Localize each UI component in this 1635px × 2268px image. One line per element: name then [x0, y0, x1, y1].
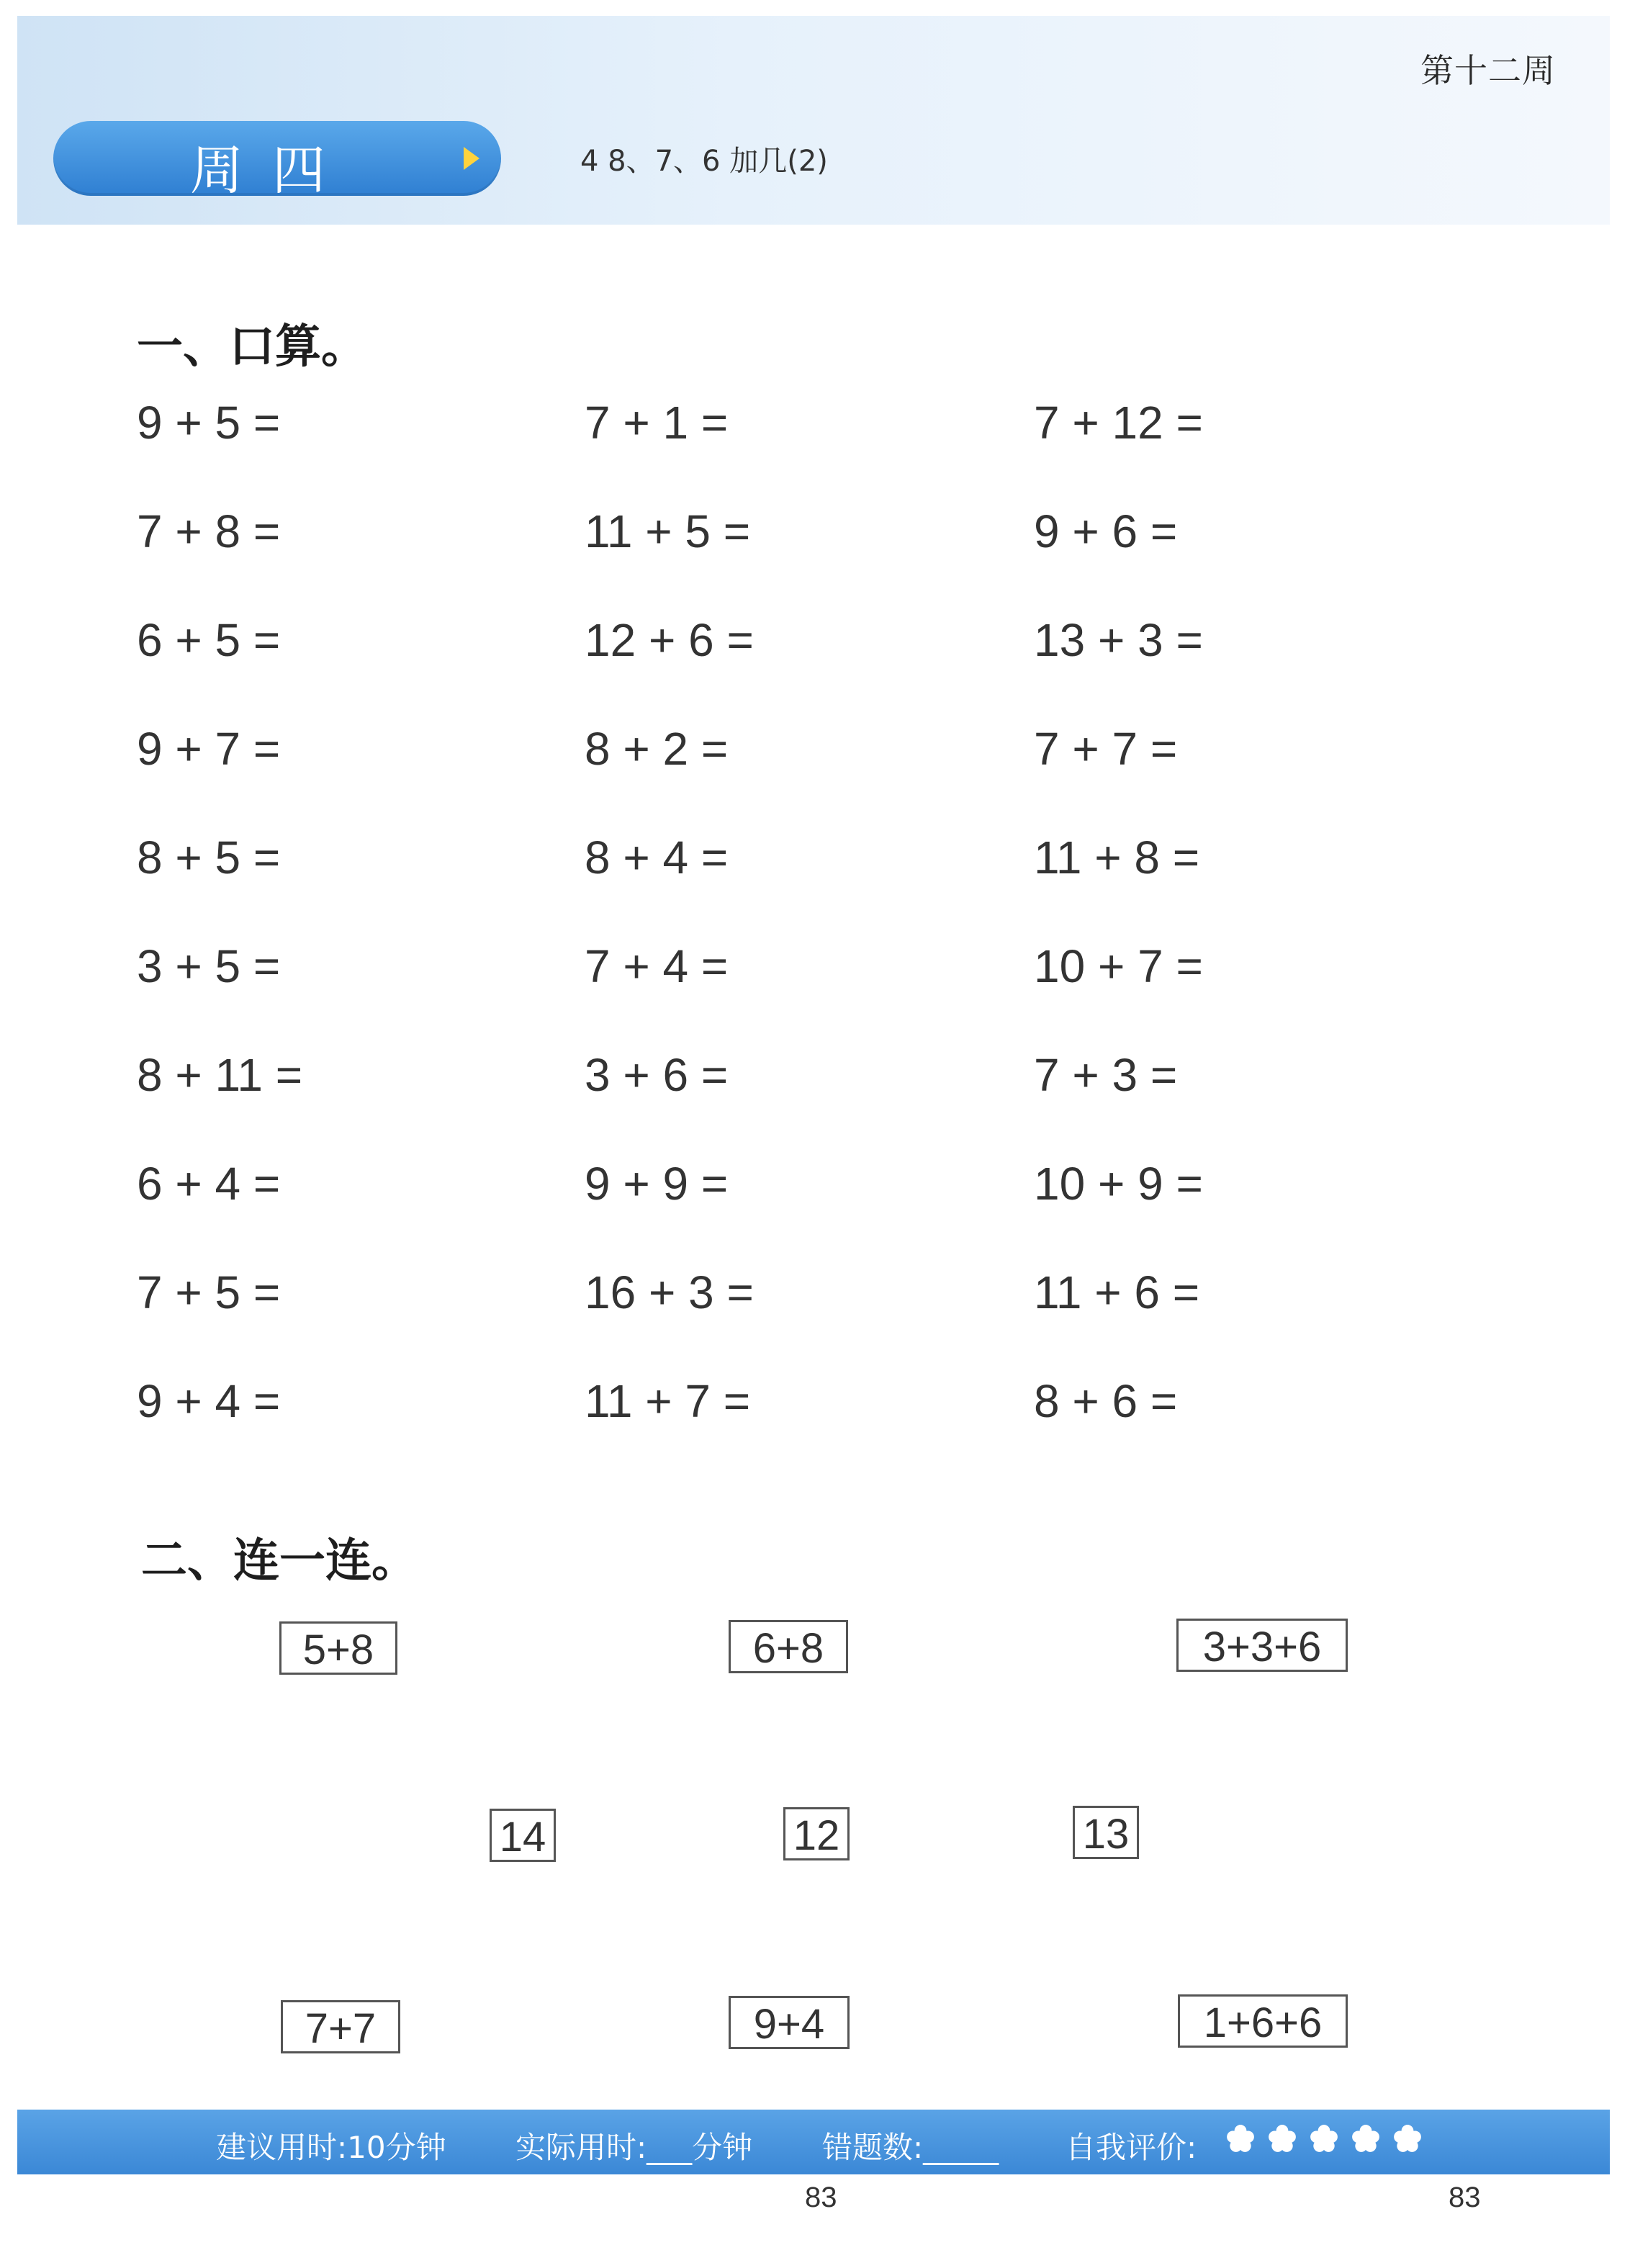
expression-box[interactable]: 9+4 [729, 1996, 850, 2049]
self-evaluation-label: 自我评价: [1066, 2130, 1197, 2165]
problem: 7 + 4 = [585, 940, 729, 992]
problem: 11 + 8 = [1034, 832, 1200, 883]
problem: 9 + 7 = [137, 723, 281, 775]
problem: 12 + 6 = [585, 614, 754, 666]
flower-icon[interactable] [1309, 2124, 1339, 2154]
page-number-right: 83 [1449, 2182, 1481, 2213]
problem: 8 + 6 = [1034, 1375, 1178, 1427]
problem: 6 + 4 = [137, 1158, 281, 1210]
problem: 8 + 11 = [137, 1049, 303, 1101]
problem: 8 + 5 = [137, 832, 281, 883]
number-box[interactable]: 14 [490, 1809, 556, 1862]
problem: 9 + 6 = [1034, 505, 1178, 557]
problem: 7 + 5 = [137, 1266, 281, 1318]
section-2-title: 二、连一连。 [141, 1534, 418, 1588]
self-evaluation-stars [1225, 2124, 1434, 2157]
problem: 16 + 3 = [585, 1266, 754, 1318]
actual-time: 实际用时:___分钟 [515, 2130, 753, 2165]
problem: 6 + 5 = [137, 614, 281, 666]
problem: 7 + 12 = [1034, 397, 1203, 449]
problem: 13 + 3 = [1034, 614, 1203, 666]
page-number-center: 83 [805, 2182, 837, 2213]
flower-icon[interactable] [1225, 2124, 1256, 2154]
day-banner [53, 121, 501, 202]
problem: 7 + 7 = [1034, 723, 1178, 775]
arrow-right-icon [464, 147, 479, 170]
problem: 7 + 8 = [137, 505, 281, 557]
problem: 11 + 7 = [585, 1375, 751, 1427]
expression-box[interactable]: 6+8 [729, 1620, 848, 1673]
flower-icon[interactable] [1351, 2124, 1381, 2154]
section-1-title: 一、口算。 [137, 320, 367, 374]
day-label: 周四 [190, 140, 354, 202]
suggested-time: 建议用时:10分钟 [216, 2130, 446, 2165]
expression-box[interactable]: 7+7 [281, 2000, 400, 2053]
problem: 8 + 4 = [585, 832, 729, 883]
flower-icon[interactable] [1267, 2124, 1297, 2154]
number-box[interactable]: 13 [1073, 1806, 1139, 1859]
problem: 11 + 5 = [585, 505, 751, 557]
expression-box[interactable]: 1+6+6 [1178, 1994, 1348, 2048]
problem: 10 + 9 = [1034, 1158, 1203, 1210]
week-label: 第十二周 [1420, 51, 1556, 90]
expression-box[interactable]: 5+8 [279, 1621, 397, 1675]
problem: 7 + 3 = [1034, 1049, 1178, 1101]
error-count: 错题数:_____ [822, 2130, 999, 2165]
lesson-title: 4 8、7、6 加几(2) [580, 145, 828, 178]
problem: 9 + 9 = [585, 1158, 729, 1210]
problem: 3 + 5 = [137, 940, 281, 992]
problem: 3 + 6 = [585, 1049, 729, 1101]
problem: 9 + 5 = [137, 397, 281, 449]
flower-icon[interactable] [1392, 2124, 1423, 2154]
problem: 10 + 7 = [1034, 940, 1203, 992]
footer-band [17, 2110, 1610, 2174]
problem: 8 + 2 = [585, 723, 729, 775]
problem: 7 + 1 = [585, 397, 729, 449]
number-box[interactable]: 12 [783, 1807, 850, 1860]
problem: 9 + 4 = [137, 1375, 281, 1427]
problem: 11 + 6 = [1034, 1266, 1200, 1318]
expression-box[interactable]: 3+3+6 [1176, 1619, 1348, 1672]
